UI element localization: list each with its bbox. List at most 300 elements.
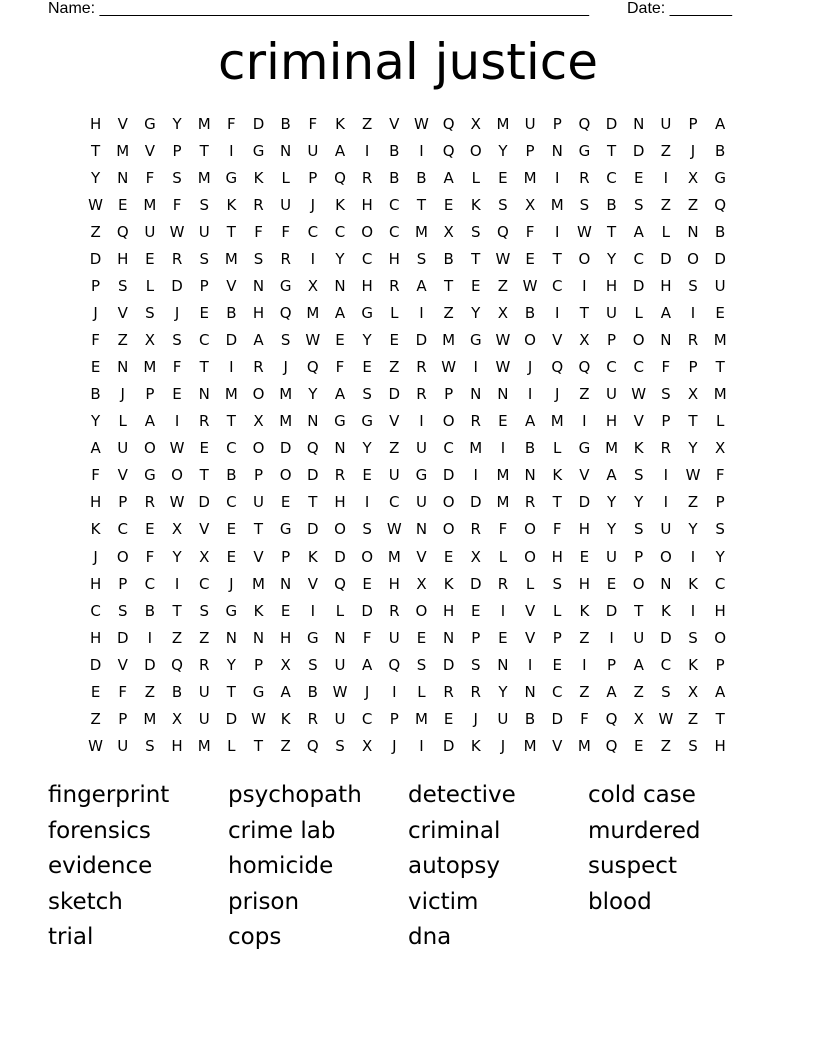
grid-letter: X [687,385,699,404]
grid-letter: H [578,520,591,539]
grid-letter: W [685,466,701,485]
grid-letter: H [442,601,455,620]
grid-letter: J [473,709,478,728]
grid-letter: I [419,736,424,755]
grid-letter: P [715,493,725,512]
grid-letter: G [252,142,265,161]
grid-letter: N [307,412,319,431]
grid-letter: I [147,628,153,647]
grid-letter: L [145,277,155,296]
grid-letter: U [606,385,618,404]
grid-letter: F [661,358,671,377]
grid-letter: P [552,628,562,647]
grid-letter: T [226,223,236,242]
grid-letter: W [495,331,511,350]
grid-letter: E [226,547,237,566]
grid-letter: N [470,385,482,404]
grid-letter: S [308,655,318,674]
grid-letter: Z [497,277,509,296]
header [48,0,748,20]
grid-letter: L [390,304,399,323]
grid-letter: V [253,547,264,566]
grid-letter: C [198,331,210,350]
grid-letter: Y [335,250,345,269]
grid-letter: Y [715,547,725,566]
grid-letter: V [307,574,318,593]
grid-letter: Y [688,520,698,539]
grid-letter: W [169,493,185,512]
grid-letter: D [225,331,238,350]
grid-letter: S [661,682,671,701]
grid-letter: D [116,628,129,647]
grid-letter: U [198,709,210,728]
grid-letter: R [389,601,400,620]
grid-letter: I [364,493,370,512]
grid-letter: U [198,223,210,242]
grid-letter: A [715,115,726,133]
grid-letter: D [632,277,645,296]
grid-letter: B [606,196,617,215]
grid-letter: T [199,142,209,161]
grid-letter: Z [199,628,210,647]
grid-row [82,544,734,571]
grid-letter: F [145,169,155,188]
grid-letter: V [552,736,563,755]
grid-letter: M [496,115,510,133]
grid-letter: Q [442,115,455,133]
grid-letter: K [280,709,291,728]
word-bank-item: cops [228,924,282,951]
grid-letter: F [580,709,589,728]
grid-letter: O [252,385,265,404]
grid-letter: A [633,655,644,674]
grid-letter: L [227,736,236,755]
grid-letter: J [500,736,506,755]
grid-letter: G [469,331,482,350]
grid-letter: U [253,493,264,512]
letter-grid [82,111,734,760]
grid-letter: Q [578,358,591,377]
grid-letter: C [633,358,644,377]
grid-letter: J [229,574,234,593]
grid-letter: S [199,601,209,620]
grid-letter: U [388,628,400,647]
grid-letter: M [116,142,130,161]
grid-row [82,489,734,516]
grid-row [82,679,734,706]
grid-letter: Q [306,736,319,755]
grid-letter: S [199,250,209,269]
grid-row [82,733,734,760]
word-bank [48,778,768,956]
grid-letter: D [415,331,428,350]
grid-letter: T [579,304,589,323]
grid-letter: J [364,682,370,701]
grid-letter: X [362,736,373,755]
grid-letter: E [498,628,508,647]
grid-row [82,435,734,462]
grid-letter: B [715,142,726,161]
grid-letter: E [498,412,508,431]
grid-letter: R [524,493,536,512]
grid-letter: E [443,547,454,566]
grid-letter: Y [634,493,644,512]
grid-letter: M [414,709,428,728]
grid-letter: F [281,223,290,242]
grid-letter: J [690,142,696,161]
grid-letter: D [660,628,672,647]
grid-letter: B [443,250,454,269]
grid-letter: W [88,196,103,215]
grid-letter: I [663,466,669,485]
grid-letter: X [715,439,726,458]
grid-letter: T [199,358,209,377]
grid-letter: K [443,574,454,593]
grid-letter: K [253,169,264,188]
grid-letter: W [414,115,429,133]
grid-letter: H [605,277,618,296]
grid-letter: K [335,196,345,215]
grid-letter: C [660,655,672,674]
grid-letter: E [172,385,182,404]
grid-letter: I [174,412,180,431]
grid-letter: F [172,196,182,215]
grid-letter: W [495,358,511,377]
grid-letter: T [471,250,481,269]
grid-letter: H [89,115,102,133]
grid-letter: J [392,736,397,755]
grid-letter: A [334,385,346,404]
grid-letter: E [117,196,128,215]
grid-letter: M [550,196,564,215]
grid-letter: T [634,601,644,620]
grid-letter: Y [362,439,372,458]
grid-letter: F [91,466,100,485]
grid-letter: M [143,709,157,728]
grid-letter: S [416,655,427,674]
grid-letter: O [442,520,455,539]
grid-letter: I [555,169,560,188]
grid-letter: A [253,331,264,350]
grid-letter: X [307,277,318,296]
grid-letter: J [283,358,288,377]
grid-letter: N [280,574,292,593]
grid-letter: H [89,628,102,647]
grid-letter: I [473,466,478,485]
grid-letter: O [442,493,455,512]
grid-letter: C [144,574,156,593]
grid-letter: H [361,196,373,215]
grid-letter: X [443,223,454,242]
grid-letter: T [606,223,617,242]
grid-letter: S [688,628,698,647]
grid-row [82,246,734,273]
grid-letter: V [579,466,590,485]
grid-letter: I [473,358,478,377]
grid-letter: D [442,736,455,755]
grid-letter: A [334,304,346,323]
grid-letter: K [470,736,481,755]
grid-letter: Z [687,709,699,728]
grid-letter: D [334,547,346,566]
grid-letter: G [252,682,265,701]
grid-letter: P [118,493,128,512]
grid-letter: X [687,682,699,701]
grid-letter: Y [226,655,236,674]
grid-letter: O [442,412,455,431]
grid-letter: V [144,142,156,161]
grid-letter: H [89,493,102,512]
grid-letter: H [334,493,346,512]
grid-letter: E [226,520,237,539]
grid-letter: N [633,115,645,133]
grid-letter: I [500,439,506,458]
grid-letter: S [117,277,128,296]
grid-letter: O [334,520,346,539]
grid-letter: Q [306,439,319,458]
word-bank-item: detective [408,782,516,808]
grid-letter: R [687,331,699,350]
grid-letter: M [496,493,510,512]
grid-letter: M [605,439,619,458]
grid-letter: Y [688,439,698,458]
grid-letter: Y [90,412,101,431]
grid-letter: U [117,736,129,755]
grid-letter: E [362,358,372,377]
grid-letter: G [361,412,373,431]
grid-letter: W [522,277,538,296]
grid-letter: N [198,385,210,404]
grid-letter: K [688,655,698,674]
grid-letter: D [388,385,401,404]
grid-row [82,625,734,652]
grid-letter: Q [306,358,319,377]
grid-letter: L [498,547,508,566]
grid-letter: H [578,574,591,593]
grid-letter: I [419,142,424,161]
grid-letter: I [527,655,533,674]
grid-letter: C [606,358,617,377]
name-field-label: Name: _______________________________________________________ [48,0,589,17]
grid-letter: L [118,412,127,431]
grid-letter: F [145,547,155,566]
grid-letter: D [89,655,102,674]
grid-letter: B [416,169,427,188]
grid-letter: W [88,736,103,755]
grid-letter: D [144,655,156,674]
grid-letter: A [416,277,427,296]
grid-letter: M [197,115,211,133]
grid-letter: T [172,601,182,620]
grid-letter: M [713,331,727,350]
grid-letter: W [169,223,185,242]
grid-letter: V [117,304,128,323]
grid-letter: M [279,385,293,404]
grid-letter: E [633,169,644,188]
grid-letter: V [524,628,536,647]
grid-letter: E [552,655,562,674]
grid-letter: R [198,412,210,431]
grid-letter: N [660,574,672,593]
grid-letter: N [280,142,292,161]
grid-letter: O [714,628,727,647]
grid-letter: E [579,547,590,566]
grid-letter: U [606,304,618,323]
grid-letter: D [632,142,645,161]
grid-letter: L [525,574,535,593]
grid-letter: H [551,547,563,566]
grid-letter: S [280,331,291,350]
word-bank-item: prison [228,888,300,915]
grid-letter: X [144,331,156,350]
date-field-label: Date: _______ [627,0,732,17]
grid-row [82,652,734,679]
grid-letter: U [497,709,509,728]
grid-letter: V [117,466,128,485]
grid-letter: I [364,142,370,161]
grid-letter: E [199,304,209,323]
grid-letter: K [226,196,237,215]
grid-letter: R [660,439,672,458]
grid-letter: P [471,628,481,647]
grid-letter: Q [334,169,346,188]
grid-letter: A [524,412,536,431]
grid-letter: V [633,412,644,431]
grid-letter: E [199,439,209,458]
grid-letter: S [661,385,671,404]
grid-letter: P [607,331,617,350]
grid-letter: U [334,709,346,728]
grid-letter: N [442,628,455,647]
grid-letter: F [335,358,345,377]
grid-letter: N [334,439,346,458]
grid-letter: A [633,223,644,242]
grid-letter: M [279,412,293,431]
grid-letter: Z [579,628,590,647]
grid-letter: S [633,466,644,485]
grid-letter: R [307,709,319,728]
grid-letter: B [90,385,101,404]
grid-letter: I [392,682,397,701]
grid-letter: L [471,169,480,188]
grid-letter: R [416,385,427,404]
grid-letter: Z [687,493,699,512]
grid-letter: L [281,169,290,188]
grid-letter: G [334,412,346,431]
grid-letter: N [334,277,346,296]
grid-letter: E [389,331,400,350]
grid-letter: N [117,169,129,188]
grid-letter: I [310,250,316,269]
grid-letter: G [225,601,238,620]
grid-letter: S [471,655,481,674]
grid-letter: Z [117,331,128,350]
grid-letter: B [524,439,536,458]
grid-letter: X [633,709,644,728]
grid-letter: K [633,439,644,458]
grid-letter: H [714,601,726,620]
grid-letter: G [279,277,292,296]
grid-letter: K [335,115,345,133]
grid-letter: X [470,115,481,133]
grid-letter: K [90,520,101,539]
grid-letter: P [308,169,318,188]
grid-letter: C [551,277,563,296]
grid-letter: A [144,412,156,431]
grid-letter: A [715,682,726,701]
grid-letter: R [280,250,291,269]
grid-letter: D [605,601,618,620]
grid-letter: W [386,520,402,539]
grid-letter: C [117,520,128,539]
grid-letter: K [579,601,590,620]
grid-letter: I [229,142,234,161]
grid-letter: B [389,142,400,161]
grid-letter: B [171,682,183,701]
grid-letter: A [90,439,101,458]
grid-letter: I [690,601,696,620]
grid-letter: X [253,412,264,431]
grid-row [82,219,734,246]
grid-letter: V [117,115,128,133]
grid-letter: V [199,520,210,539]
grid-letter: D [660,250,672,269]
grid-letter: X [171,520,183,539]
grid-letter: W [305,331,321,350]
grid-letter: B [226,304,237,323]
grid-letter: C [334,223,346,242]
grid-letter: T [606,142,617,161]
grid-letter: E [443,709,454,728]
grid-letter: S [117,601,128,620]
grid-letter: Q [334,574,346,593]
grid-letter: T [253,520,264,539]
grid-letter: H [714,736,726,755]
grid-letter: Q [442,142,455,161]
grid-letter: X [280,655,291,674]
grid-letter: M [469,439,483,458]
grid-letter: Q [497,223,509,242]
grid-letter: R [470,412,481,431]
grid-letter: A [362,655,373,674]
grid-letter: V [524,601,536,620]
grid-letter: E [471,601,481,620]
grid-letter: I [555,223,560,242]
grid-letter: D [198,493,210,512]
grid-letter: O [361,547,374,566]
grid-letter: M [387,547,401,566]
grid-letter: R [579,169,590,188]
grid-letter: P [172,142,182,161]
grid-letter: Q [551,358,564,377]
grid-letter: W [332,682,348,701]
grid-letter: W [495,250,511,269]
grid-letter: P [688,358,698,377]
grid-letter: U [307,142,319,161]
grid-letter: C [633,250,644,269]
grid-letter: S [471,223,481,242]
word-bank-item: sketch [48,888,123,915]
word-bank-item: homicide [228,853,334,880]
grid-letter: D [469,574,482,593]
grid-letter: U [198,682,210,701]
grid-letter: I [663,169,669,188]
word-bank-item: autopsy [408,853,500,880]
grid-letter: S [172,331,182,350]
grid-letter: H [660,277,672,296]
grid-letter: T [552,493,562,512]
grid-letter: W [441,358,457,377]
